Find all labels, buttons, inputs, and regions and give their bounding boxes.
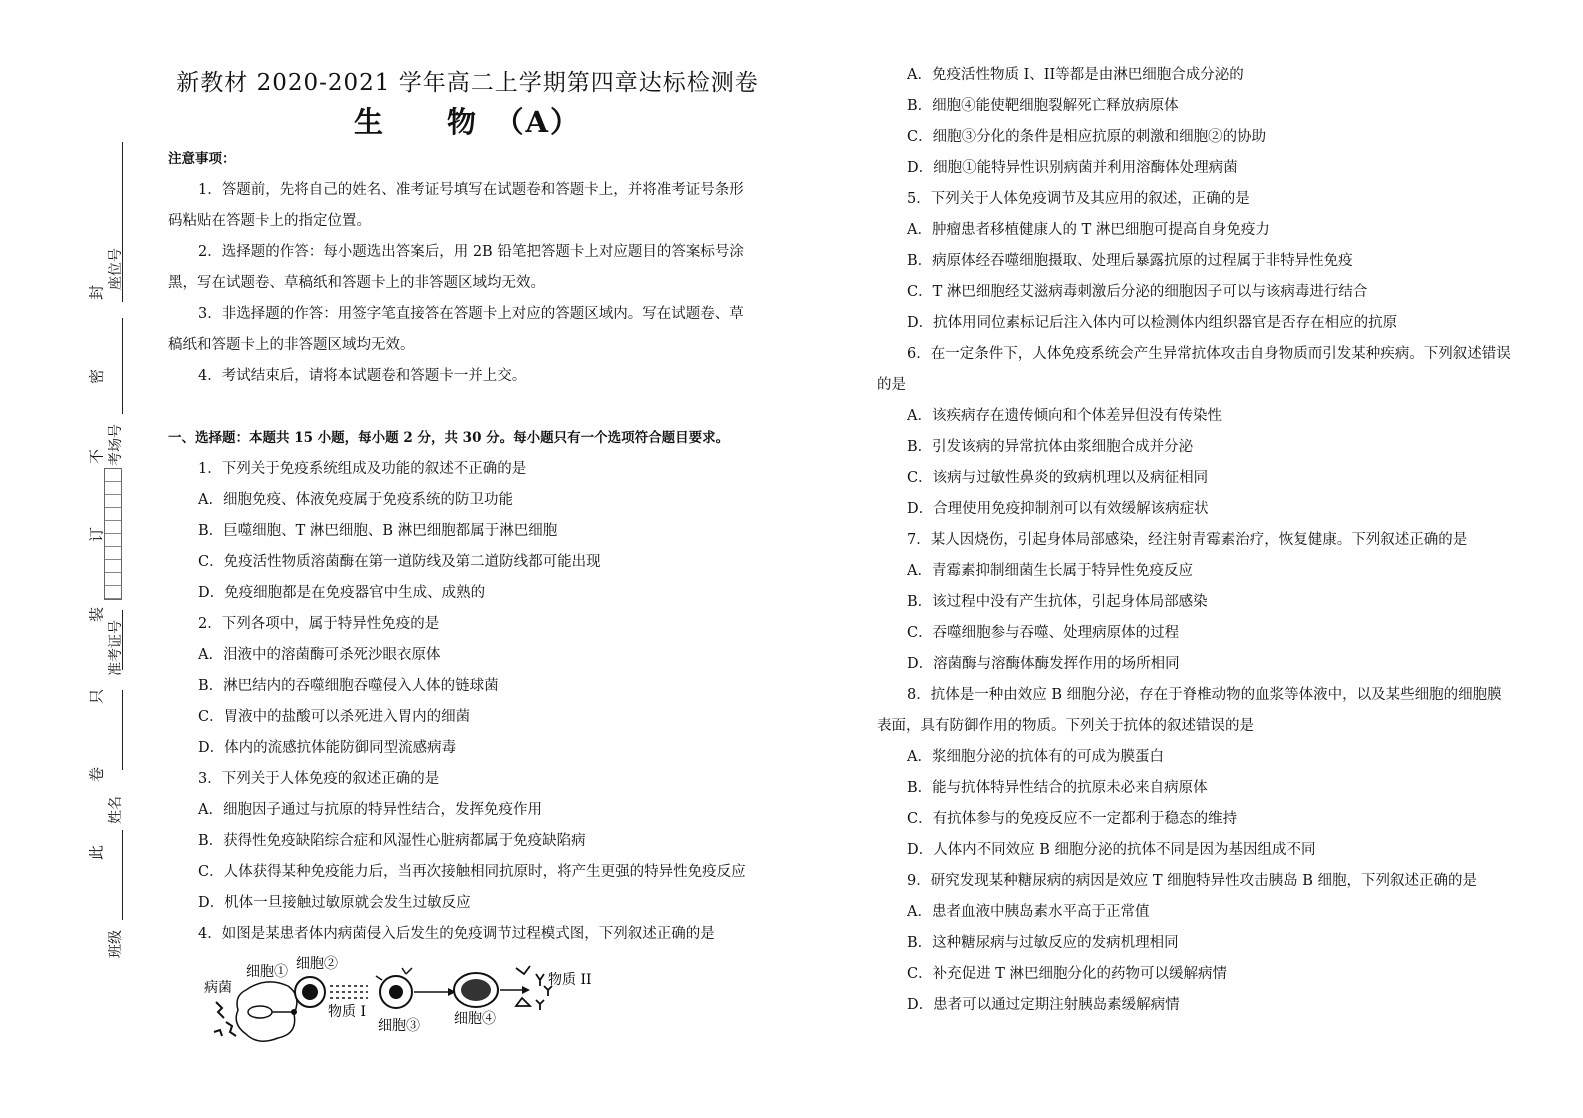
option-line: B．引发该病的异常抗体由浆细胞合成并分泌	[907, 439, 1194, 455]
section-heading: 一、选择题：本题共 15 小题，每小题 2 分，共 30 分。每小题只有一个选项符合题目要求。	[168, 430, 730, 446]
name-label: 姓名	[108, 796, 124, 824]
note-line: 1．答题前，先将自己的姓名、准考证号填写在试题卷和答题卡上，并将准考证号条形	[198, 182, 744, 198]
seal-word-5: 装	[87, 607, 106, 623]
cell2-nucleus	[302, 984, 318, 1000]
question-line: 9．研究发现某种糖尿病的病因是效应 T 细胞特异性攻击胰岛 B 细胞，下列叙述正确的是	[907, 873, 1477, 889]
seal-word-7: 卷	[87, 767, 106, 783]
option-line: D．免疫细胞都是在免疫器官中生成、成熟的	[198, 585, 486, 601]
option-line: C．T 淋巴细胞经艾滋病毒刺激后分泌的细胞因子可以与该病毒进行结合	[907, 284, 1368, 300]
question-line: 的是	[877, 377, 906, 393]
exam-id-grid	[104, 468, 122, 600]
option-line: B．能与抗体特异性结合的抗原未必来自病原体	[907, 780, 1208, 796]
option-line: A．免疫活性物质 I、II等都是由淋巴细胞合成分泌的	[907, 67, 1244, 83]
option-line: C．细胞③分化的条件是相应抗原的刺激和细胞②的协助	[907, 129, 1267, 145]
seal-word-4: 订	[87, 527, 106, 543]
seal-word-3: 不	[87, 449, 106, 465]
option-line: A．泪液中的溶菌酶可杀死沙眼衣原体	[198, 647, 441, 663]
note-line: 2．选择题的作答：每小题选出答案后，用 2B 铅笔把答题卡上对应题目的答案标号涂	[198, 244, 744, 260]
subject-title: 生 物 （A）	[353, 105, 581, 139]
note-line: 稿纸和答题卡上的非答题区域均无效。	[168, 337, 415, 353]
note-line: 3．非选择题的作答：用签字笔直接答在答题卡上对应的答题区域内。写在试题卷、草	[198, 306, 744, 322]
option-line: B．巨噬细胞、T 淋巴细胞、B 淋巴细胞都属于淋巴细胞	[198, 523, 558, 539]
note-line: 4．考试结束后，请将本试题卷和答题卡一并上交。	[198, 368, 527, 384]
exam-room-label: 考场号	[108, 424, 124, 466]
question-line: 2．下列各项中，属于特异性免疫的是	[198, 616, 440, 632]
option-line: C．免疫活性物质溶菌酶在第一道防线及第二道防线都可能出现	[198, 554, 601, 570]
spacer	[168, 392, 768, 423]
option-line: B．该过程中没有产生抗体，引起身体局部感染	[907, 594, 1208, 610]
option-line: C．人体获得某种免疫能力后，当再次接触相同抗原时，将产生更强的特异性免疫反应	[198, 864, 746, 880]
cell3-label: 细胞③	[378, 1018, 420, 1034]
immune-process-figure	[196, 950, 606, 1050]
cell4-nucleus	[461, 979, 491, 1001]
option-line: A．该疾病存在遗传倾向和个体差异但没有传染性	[907, 408, 1222, 424]
option-line: D．机体一旦接触过敏原就会发生过敏反应	[198, 895, 471, 911]
option-line: A．患者血液中胰岛素水平高于正常值	[907, 904, 1150, 920]
option-line: C．吞噬细胞参与吞噬、处理病原体的过程	[907, 625, 1180, 641]
seal-word-2: 密	[87, 369, 106, 385]
option-line: B．这种糖尿病与过敏反应的发病机理相同	[907, 935, 1179, 951]
substance1-label: 物质 I	[328, 1004, 366, 1020]
seal-word-8: 此	[87, 845, 106, 861]
question-line: 4．如图是某患者体内病菌侵入后发生的免疫调节过程模式图，下列叙述正确的是	[198, 926, 715, 942]
notes-title: 注意事项：	[168, 151, 236, 167]
option-line: B．细胞④能使靶细胞裂解死亡释放病原体	[907, 98, 1179, 114]
option-line: C．该病与过敏性鼻炎的致病机理以及病征相同	[907, 470, 1209, 486]
option-line: A．肿瘤患者移植健康人的 T 淋巴细胞可提高自身免疫力	[907, 222, 1270, 238]
question-line: 表面，具有防御作用的物质。下列关于抗体的叙述错误的是	[877, 718, 1254, 734]
question-line: 5．下列关于人体免疫调节及其应用的叙述，正确的是	[907, 191, 1250, 207]
exam-title: 新教材 2020-2021 学年高二上学期第四章达标检测卷	[176, 70, 759, 96]
option-line: C．胃液中的盐酸可以杀死进入胃内的细菌	[198, 709, 471, 725]
option-line: B．获得性免疫缺陷综合症和风湿性心脏病都属于免疫缺陷病	[198, 833, 586, 849]
note-line: 码粘贴在答题卡上的指定位置。	[168, 213, 371, 229]
antibody-icons	[516, 966, 552, 1010]
option-line: D．溶菌酶与溶酶体酶发挥作用的场所相同	[907, 656, 1180, 672]
note-line: 黑，写在试题卷、草稿纸和答题卡上的非答题区域均无效。	[168, 275, 545, 291]
question-line: 1．下列关于免疫系统组成及功能的叙述不正确的是	[198, 461, 527, 477]
option-line: C．有抗体参与的免疫反应不一定都利于稳态的维持	[907, 811, 1238, 827]
seat-number-label: 座位号	[108, 248, 124, 290]
binding-line-bottom	[122, 830, 123, 920]
option-line: A．浆细胞分泌的抗体有的可成为膜蛋白	[907, 749, 1164, 765]
option-line: D．细胞①能特异性识别病菌并利用溶酶体处理病菌	[907, 160, 1238, 176]
bacteria-icon	[214, 1002, 236, 1036]
option-line: A．青霉素抑制细菌生长属于特异性免疫反应	[907, 563, 1193, 579]
option-line: A．细胞免疫、体液免疫属于免疫系统的防卫功能	[198, 492, 513, 508]
seal-word-6: 只	[87, 689, 106, 705]
option-line: D．患者可以通过定期注射胰岛素缓解病情	[907, 997, 1180, 1013]
option-line: D．合理使用免疫抑制剂可以有效缓解该病症状	[907, 501, 1209, 517]
option-line: D．抗体用同位素标记后注入体内可以检测体内组织器官是否存在相应的抗原	[907, 315, 1398, 331]
binding-line-mid3	[122, 690, 123, 770]
binding-line-mid1	[122, 318, 123, 414]
option-line: D．体内的流感抗体能防御同型流感病毒	[198, 740, 457, 756]
option-line: B．病原体经吞噬细胞摄取、处理后暴露抗原的过程属于非特异性免疫	[907, 253, 1353, 269]
cell2-label: 细胞②	[296, 956, 338, 972]
right-column	[877, 60, 1517, 1021]
option-line: B．淋巴结内的吞噬细胞吞噬侵入人体的链球菌	[198, 678, 499, 694]
cell3-nucleus	[389, 985, 403, 999]
left-column	[168, 144, 768, 950]
substance1-arrows	[330, 986, 368, 998]
question-line: 7．某人因烧伤，引起身体局部感染，经注射青霉素治疗，恢复健康。下列叙述正确的是	[907, 532, 1468, 548]
class-label: 班级	[108, 930, 124, 958]
question-line: 3．下列关于人体免疫的叙述正确的是	[198, 771, 440, 787]
question-line: 8．抗体是一种由效应 B 细胞分泌，存在于脊椎动物的血浆等体液中，以及某些细胞的细胞膜	[907, 687, 1502, 703]
cell4-label: 细胞④	[454, 1011, 496, 1027]
exam-id-label: 准考证号	[108, 620, 124, 676]
pathogen-label: 病菌	[204, 980, 232, 996]
option-line: C．补充促进 T 淋巴细胞分化的药物可以缓解病情	[907, 966, 1227, 982]
seal-word-1: 封	[87, 285, 106, 301]
cell1-label: 细胞①	[246, 964, 288, 980]
question-line: 6．在一定条件下，人体免疫系统会产生异常抗体攻击自身物质而引发某种疾病。下列叙述错误	[907, 346, 1511, 362]
substance2-label: 物质 II	[548, 972, 592, 988]
option-line: D．人体内不同效应 B 细胞分泌的抗体不同是因为基因组成不同	[907, 842, 1316, 858]
option-line: A．细胞因子通过与抗原的特异性结合，发挥免疫作用	[198, 802, 542, 818]
